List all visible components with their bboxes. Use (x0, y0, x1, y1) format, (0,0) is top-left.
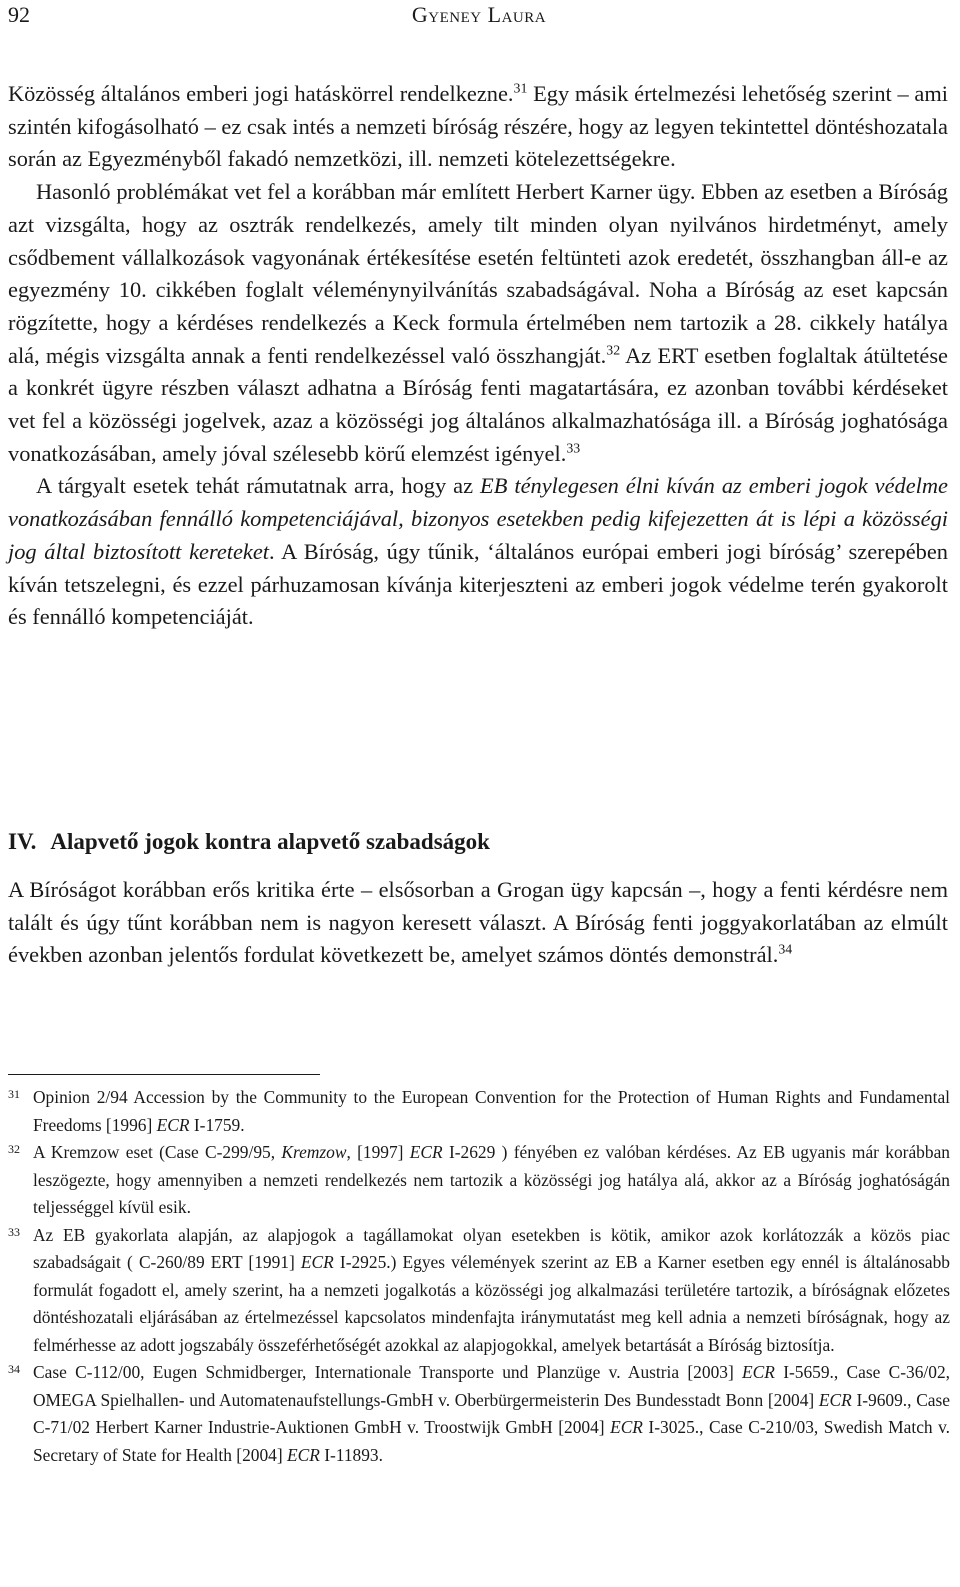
footnotes (8, 1084, 950, 1469)
footnote-ref-32[interactable]: 32 (606, 343, 621, 359)
paragraph-1: Közösség általános emberi jogi hatáskörrel rendelkezne.$^{31}$ Egy másik értelmezési lehetőség szerint – ami szintén kifogásolható – ez csak intés a nemzeti bíróság részére, hogy az legyen tekintettel döntéshozatala során az Egyezményből fakadó nemzetközi, ill. nemzeti kötelezettségekre. (8, 81, 949, 172)
paragraph-3: A tárgyalt esetek tehát rámutatnak arra, hogy az EB ténylegesen élni kíván az emberi jogok védelme vonatkozásában fennálló kompetenciájával, bizonyos esetekben pedig kifejezetten át is lépi a közösségi jog által biztosított kereteket. A Bíróság, úgy tűnik, ‘általános európai emberi jogi bíróság’ szerepében kíván tetszelegni, és ezzel párhuzamosan kívánja kiterjeszteni az emberi jogok védelme terén gyakorolt és fennálló kompetenciáját. (8, 473, 949, 630)
running-title: Gyeney Laura (411, 2, 547, 27)
footnote-ref-31[interactable]: 31 (513, 81, 528, 97)
running-head (8, 0, 950, 30)
footnote-33: 33 Az EB gyakorlata alapján, az alapjogok a tagállamokat olyan esetekben is kötik, amikor azok korlátozzák a közös piac szabadságait ( C-260/89 ERT [1991] ECR I-2925.) Egyes vélemények szerint az EB a Karner esetben egy ennél is általánosabb formulát fogadott el, amely szerint, ha a nemzeti jogalkotás a közösségi jog alkalmazási területére tartozik, a bíróságnak előzetes döntéshozatali eljárásában az értelmezéssel kapcsolatos mindenfajta iránymutatást meg kell adnia a nemzeti bíróságnak, hogy az felmérhesse az adott jogszabály összeférhetőségét azokkal az alapjogokkal, amelyek betartását a Bíróság biztosítja. (8, 1222, 950, 1360)
section-number: IV. (8, 829, 37, 854)
section-body (8, 874, 948, 972)
paragraph-2: Hasonló problémákat vet fel a korábban már említett Herbert Karner ügy. Ebben az esetben a Bíróság azt vizsgálta, hogy az osztrák rendelkezés, amely tilt minden olyan nyilvános hirdetményt, amely csődbement vállalkozások vagyonának értékesítése esetén feltünteti azok eredetét, összhangban áll-e az egyezmény 10. cikkében foglalt véleménynyilvánítás szabadságával. Noha a Bíróság az eset kapcsán rögzítette, hogy a kérdéses rendelkezés a Keck formula értelmében nem tartozik a 28. cikkely hatálya alá, mégis vizsgálta annak a fenti rendelkezéssel való összhangját.$^{32}$ Az ERT esetben foglaltak átültetése a konkrét ügyre részben választ adhatna a Bíróság fenti magatartására, ez azonban további kérdéseket vet fel a közösségi jogelvek, azaz a közösségi jog általános alkalmazhatósága ill. a Bíróság joghatósága vonatkozásában, amely jóval szélesebb körű elemzést igényel.$^{33}$ (8, 179, 948, 466)
footnote-ref-33[interactable]: 33 (566, 441, 581, 457)
footnote-34: 34 Case C-112/00, Eugen Schmidberger, Internationale Transporte und Planzüge v. Austria [2003] ECR I-5659., Case C-36/02, OMEGA Spielhallen- und Automatenaufstellungs-GmbH v. Oberbürgermeisterin Des Bundesstadt Bonn [2004] ECR I-9609., Case C-71/02 Herbert Karner Industrie-Auktionen GmbH v. Troostwijk GmbH [2004] ECR I-3025., Case C-210/03, Swedish Match v. Secretary of State for Health [2004] ECR I-11893. (8, 1359, 950, 1469)
body-text (8, 78, 948, 634)
footnote-32: 32 A Kremzow eset (Case C-299/95, Kremzow, [1997] ECR I-2629 ) fényében ez valóban kérdéses. Az EB ugyanis már korábban leszögezte, hogy amennyiben a nemzeti rendelkezés nem tartozik a közösségi jog hatálya alá, akkor az a Bíróság joghatóságán teljességgel kívül esik. (8, 1139, 950, 1222)
emphasis-text: EB ténylegesen élni kíván az emberi jogok védelme vonatkozásában fennálló kompetenciájával, bizonyos esetekben pedig kifejezetten át is lépi a közösségi jog által biztosított kereteket (8, 473, 948, 564)
footnote-mark: 31 (8, 1087, 20, 1101)
footnote-31: 31 Opinion 2/94 Accession by the Community to the European Convention for the Protection of Human Rights and Fundamental Freedoms [1996] ECR I-1759. (8, 1084, 950, 1139)
footnote-divider (8, 1074, 320, 1075)
section-title: Alapvető jogok kontra alapvető szabadságok (50, 829, 490, 854)
footnote-ref-34[interactable]: 34 (778, 943, 793, 959)
section-heading (8, 827, 490, 857)
footnote-mark: 32 (8, 1142, 20, 1156)
footnote-mark: 33 (8, 1224, 20, 1239)
page-number: 92 (8, 2, 30, 27)
footnote-mark: 34 (8, 1362, 20, 1376)
section-paragraph-1: A Bíróságot korábban erős kritika érte – elsősorban a Grogan ügy kapcsán –, hogy a fenti kérdésre nem talált és úgy tűnt korábban nem is nagyon keresett választ. A Bíróság fenti joggyakorlatában az elmúlt években azonban jelentős fordulat következett be, amelyet számos döntés demonstrál.$^{34}$ (8, 877, 948, 968)
